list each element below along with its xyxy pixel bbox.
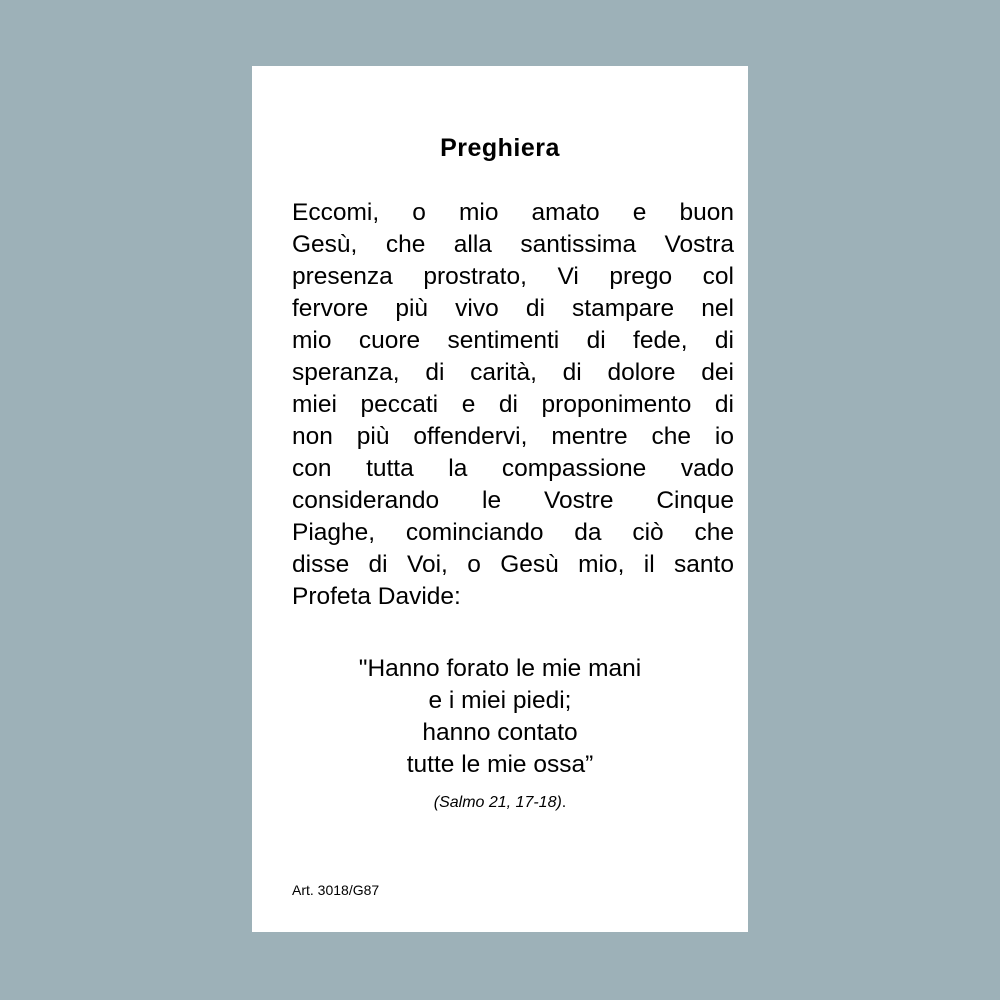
paragraph-line: con tutta la compassione vado <box>292 455 734 482</box>
paragraph-line: considerando le Vostre Cinque <box>292 487 734 514</box>
verse-line: tutte le mie ossa” <box>406 751 594 778</box>
verse-line: "Hanno forato le mie mani <box>358 655 642 682</box>
paragraph-line: presenza prostrato, Vi prego col <box>292 263 734 290</box>
paragraph-line: miei peccati e di proponimento di <box>292 391 734 418</box>
paragraph-line: Piaghe, cominciando da ciò che <box>292 519 734 546</box>
paragraph-line: Profeta Davide: <box>292 583 461 610</box>
paragraph-line: mio cuore sentimenti di fede, di <box>292 327 734 354</box>
reference-period: . <box>561 794 567 811</box>
psalm-reference <box>252 792 748 814</box>
article-code: Art. 3018/G87 <box>292 882 380 898</box>
card-title: Preghiera <box>440 134 560 162</box>
verse-line: hanno contato <box>422 719 578 746</box>
paragraph-line: fervore più vivo di stampare nel <box>292 295 734 322</box>
paragraph-line: Eccomi, o mio amato e buon <box>292 199 734 226</box>
paragraph-line: speranza, di carità, di dolore dei <box>292 359 734 386</box>
paragraph-line: disse di Voi, o Gesù mio, il santo <box>292 551 734 578</box>
paragraph-line: non più offendervi, mentre che io <box>292 423 734 450</box>
paragraph-line: Gesù, che alla santissima Vostra <box>292 231 734 258</box>
verse-line: e i miei piedi; <box>428 687 572 714</box>
reference-text: (Salmo 21, 17-18) <box>433 794 562 811</box>
